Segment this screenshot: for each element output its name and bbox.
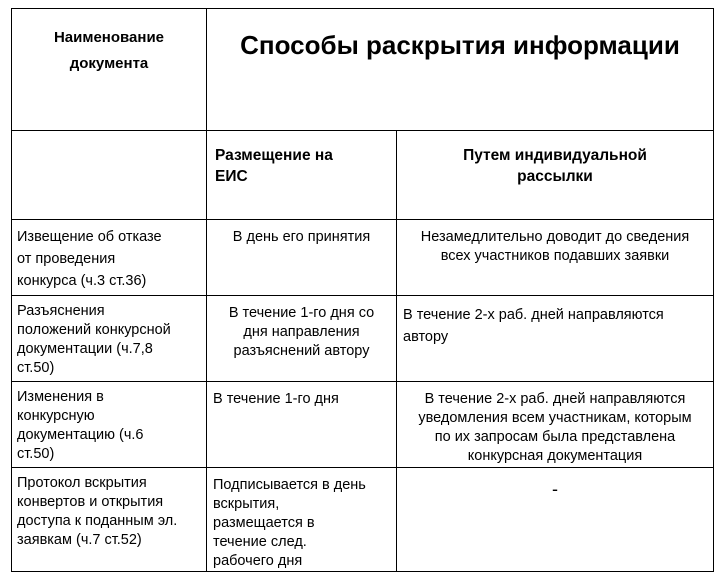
subheader-mail-line: Путем индивидуальной	[463, 147, 647, 164]
mail-line: В течение 2-х раб. дней направляются	[403, 307, 664, 323]
header-doc-name-cell	[12, 9, 207, 131]
doc-line: Изменения в	[17, 389, 104, 405]
mail-line: уведомления всем участникам, которым	[418, 410, 692, 426]
eis-line: В день его принятия	[232, 229, 371, 245]
doc-line: доступа к поданным эл.	[17, 513, 178, 529]
header-methods-cell	[207, 9, 714, 131]
eis-line: размещается в	[213, 515, 315, 531]
header-doc-line: документа	[69, 55, 149, 72]
mail-cell	[397, 382, 714, 468]
table-row	[12, 296, 714, 382]
doc-line: Протокол вскрытия	[17, 475, 147, 491]
header-row	[12, 9, 714, 131]
mail-line: В течение 2-х раб. дней направляются	[424, 391, 686, 407]
table-row	[12, 220, 714, 296]
mail-cell	[397, 296, 714, 382]
eis-cell	[207, 220, 397, 296]
header-methods-title: Способы раскрытия информации	[240, 30, 680, 60]
disclosure-table	[11, 8, 714, 572]
subheader-eis-line: Размещение на	[215, 147, 333, 164]
subheader-mail-line: рассылки	[517, 168, 593, 185]
eis-line: В течение 1-го дня	[213, 391, 339, 407]
eis-line: рабочего дня	[213, 553, 303, 569]
eis-cell	[207, 296, 397, 382]
doc-cell	[12, 382, 207, 468]
eis-line: разъяснений автору	[233, 343, 370, 359]
doc-line: ст.50)	[17, 446, 55, 462]
doc-line: положений конкурсной	[17, 322, 171, 338]
subheader-row	[12, 131, 714, 220]
doc-line: документации (ч.7,8	[17, 341, 153, 357]
doc-line: Разъяснения	[17, 303, 105, 319]
doc-line: конкурса (ч.3 ст.36)	[17, 273, 147, 289]
eis-line: Подписывается в день	[213, 477, 366, 493]
doc-cell	[12, 296, 207, 382]
eis-cell	[207, 382, 397, 468]
eis-line: дня направления	[243, 324, 360, 340]
doc-line: заявкам (ч.7 ст.52)	[17, 532, 142, 548]
mail-line: всех участников подавших заявки	[440, 248, 670, 264]
subheader-empty-cell	[12, 131, 207, 220]
eis-line: вскрытия,	[213, 496, 280, 512]
eis-cell	[207, 468, 397, 572]
eis-line: течение след.	[213, 534, 307, 550]
doc-line: документацию (ч.6	[17, 427, 144, 443]
doc-line: от проведения	[17, 251, 116, 267]
mail-line: автору	[403, 329, 449, 345]
header-doc-line: Наименование	[53, 29, 165, 46]
eis-line: В течение 1-го дня со	[228, 305, 375, 321]
mail-cell	[397, 220, 714, 296]
doc-line: Извещение об отказе	[17, 229, 162, 245]
mail-line: Незамедлительно доводит до сведения	[420, 229, 690, 245]
doc-cell	[12, 220, 207, 296]
doc-line: конкурсную	[17, 408, 95, 424]
mail-line: по их запросам была представлена	[434, 429, 676, 445]
mail-cell	[397, 468, 714, 572]
table-row	[12, 468, 714, 572]
mail-dash: -	[552, 479, 558, 499]
subheader-eis-cell	[207, 131, 397, 220]
doc-cell	[12, 468, 207, 572]
table-row	[12, 382, 714, 468]
subheader-mail-cell	[397, 131, 714, 220]
doc-line: ст.50)	[17, 360, 55, 376]
subheader-eis-line: ЕИС	[215, 168, 248, 185]
doc-line: конвертов и открытия	[17, 494, 164, 510]
mail-line: конкурсная документация	[467, 448, 643, 464]
